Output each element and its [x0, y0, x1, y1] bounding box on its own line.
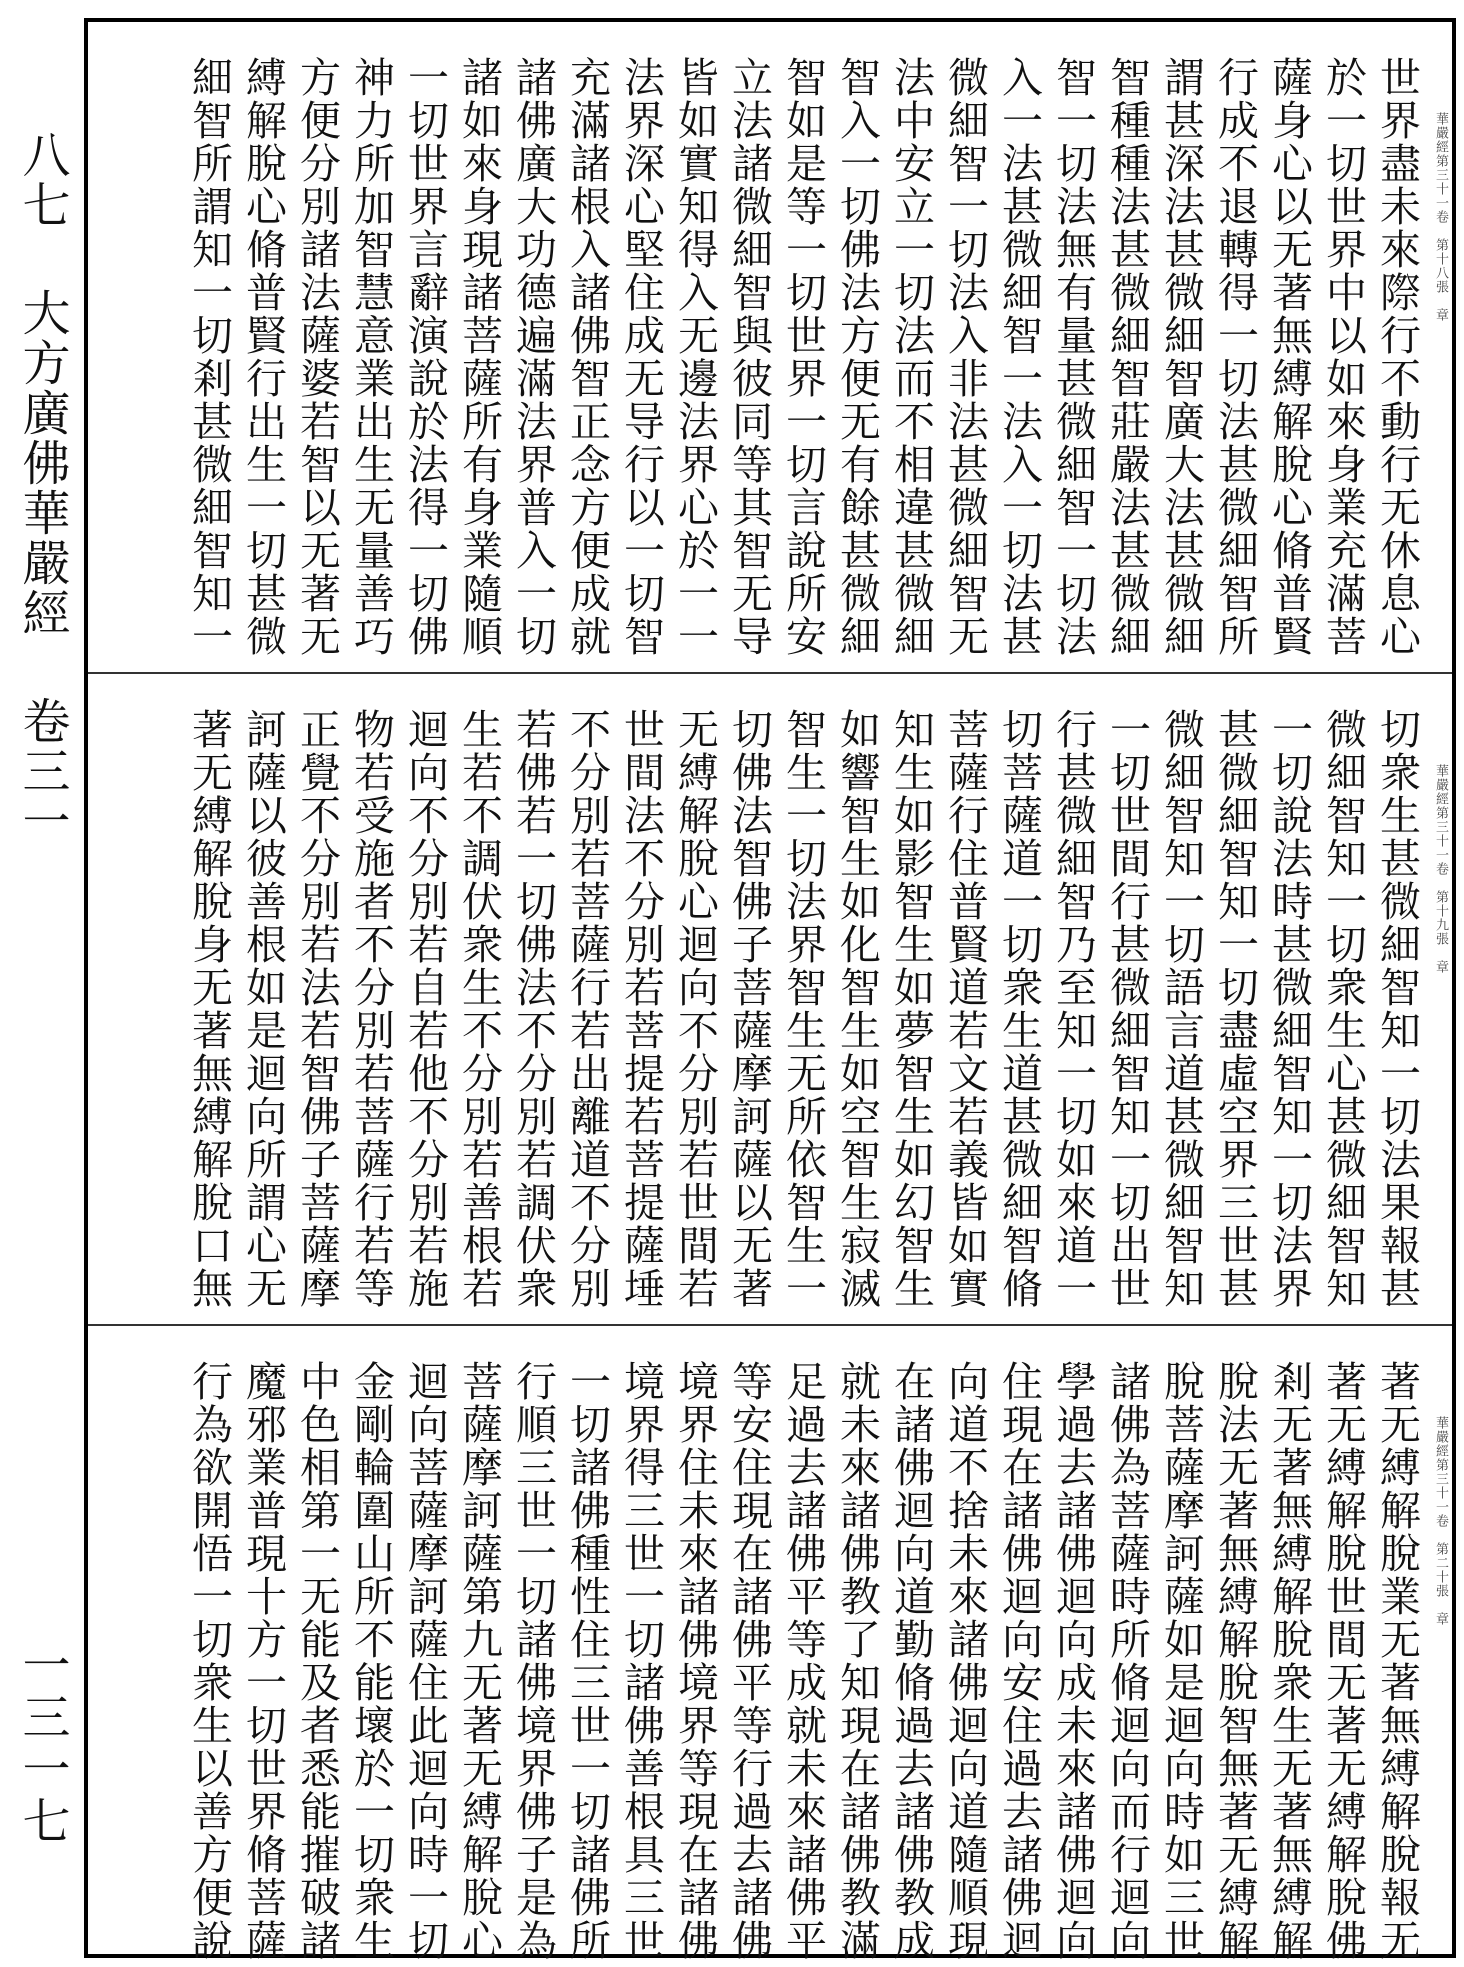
panel-note: 華嚴經第三十一卷 第十九張 章 — [1433, 764, 1448, 974]
text-column: 方便分別諸法薩婆若智以无著无 — [293, 56, 341, 658]
text-column: 住現在諸佛迴向安住過去諸佛迴 — [995, 1360, 1043, 1962]
text-column: 薩身心以无著無縛解脫心脩普賢 — [1265, 56, 1313, 658]
text-column: 甚微細智知一切盡虛空界三世甚 — [1211, 708, 1259, 1310]
text-column: 世間法不分別若菩提若菩提薩埵 — [617, 708, 665, 1310]
text-column: 切佛法智佛子菩薩摩訶薩以无著 — [725, 708, 773, 1310]
text-column: 行為欲開悟一切衆生以善方便說 — [185, 1360, 233, 1962]
text-column: 學過去諸佛迴向成未來諸佛迴向 — [1049, 1360, 1097, 1962]
text-column: 行甚微細智乃至知一切如來道一 — [1049, 708, 1097, 1310]
text-column: 境界住未來諸佛境界等現在諸佛 — [671, 1360, 719, 1962]
left-margin — [0, 0, 78, 1967]
text-column: 行順三世一切諸佛境界佛子是為 — [509, 1360, 557, 1962]
text-column: 諸佛廣大功德遍滿法界普入一切 — [509, 56, 557, 658]
text-column: 微細智一切法入非法甚微細智无 — [941, 56, 989, 658]
text-column: 智一切法無有量甚微細智一切法 — [1049, 56, 1097, 658]
text-column: 諸佛為菩薩時所脩迴向而行迴向 — [1103, 1360, 1151, 1962]
text-column: 脫法无著無縛解脫智無著无縛解 — [1211, 1360, 1259, 1962]
text-column: 充滿諸根入諸佛智正念方便成就 — [563, 56, 611, 658]
text-column: 智如是等一切世界一切言說所安 — [779, 56, 827, 658]
text-column: 足過去諸佛平等成就未來諸佛平 — [779, 1360, 827, 1962]
text-column: 訶薩以彼善根如是迴向所謂心无 — [239, 708, 287, 1310]
page-number: 一三一七 — [14, 1640, 70, 1848]
text-column: 如響智生如化智生如空智生寂滅 — [833, 708, 881, 1310]
text-column: 在諸佛迴向道勤脩過去諸佛教成 — [887, 1360, 935, 1962]
text-column: 一切說法時甚微細智知一切法界 — [1265, 708, 1313, 1310]
text-column: 不分別若菩薩行若出離道不分別 — [563, 708, 611, 1310]
text-column: 无縛解脫心迴向不分別若世間若 — [671, 708, 719, 1310]
text-column: 入一法甚微細智一法入一切法甚 — [995, 56, 1043, 658]
text-column: 剎无著無縛解脫衆生无著無縛解 — [1265, 1360, 1313, 1962]
text-column: 法中安立一切法而不相違甚微細 — [887, 56, 935, 658]
text-column: 謂甚深法甚微細智廣大法甚微細 — [1157, 56, 1205, 658]
text-column: 於一切世界中以如來身業充滿菩 — [1319, 56, 1367, 658]
text-column: 智生一切法界智生无所依智生一 — [779, 708, 827, 1310]
text-column: 菩薩行住普賢道若文若義皆如實 — [941, 708, 989, 1310]
text-column: 迴向菩薩摩訶薩住此迴向時一切 — [401, 1360, 449, 1962]
text-columns — [180, 56, 1422, 658]
text-column: 智入一切佛法方便无有餘甚微細 — [833, 56, 881, 658]
text-column: 諸如來身現諸菩薩所有身業隨順 — [455, 56, 503, 658]
text-column: 若佛若一切佛法不分別若調伏衆 — [509, 708, 557, 1310]
text-column: 立法諸微細智與彼同等其智无导 — [725, 56, 773, 658]
text-column: 脫菩薩摩訶薩如是迴向時如三世 — [1157, 1360, 1205, 1962]
text-column: 向道不捨未來諸佛迴向道隨順現 — [941, 1360, 989, 1962]
panel-2 — [88, 674, 1452, 1326]
text-column: 法界深心堅住成无导行以一切智 — [617, 56, 665, 658]
text-column: 一切世界言辭演說於法得一切佛 — [401, 56, 449, 658]
text-column: 皆如實知得入无邊法界心於一一 — [671, 56, 719, 658]
text-column: 菩薩摩訶薩第九无著无縛解脫心 — [455, 1360, 503, 1962]
text-column: 中色相第一无能及者悉能摧破諸 — [293, 1360, 341, 1962]
text-column: 世界盡未來際行不動行无休息心 — [1373, 56, 1421, 658]
text-column: 縛解脫心脩普賢行出生一切甚微 — [239, 56, 287, 658]
text-column: 就未來諸佛教了知現在諸佛教滿 — [833, 1360, 881, 1962]
text-column: 等安住現在諸佛平等行過去諸佛 — [725, 1360, 773, 1962]
text-column: 一切世間行甚微細智知一切出世 — [1103, 708, 1151, 1310]
text-column: 著无縛解脫業无著無縛解脫報无 — [1373, 1360, 1421, 1962]
text-column: 迴向不分別若自若他不分別若施 — [401, 708, 449, 1310]
text-column: 著无縛解脫身无著無縛解脫口無 — [185, 708, 233, 1310]
text-columns — [180, 708, 1422, 1310]
panel-3 — [88, 1326, 1452, 1962]
text-column: 境界得三世一切諸佛善根具三世 — [617, 1360, 665, 1962]
panel-1 — [88, 22, 1452, 674]
text-column: 微細智知一切語言道甚微細智知 — [1157, 708, 1205, 1310]
text-column: 行成不退轉得一切法甚微細智所 — [1211, 56, 1259, 658]
text-column: 切衆生甚微細智知一切法果報甚 — [1373, 708, 1421, 1310]
text-column: 著无縛解脫世間无著无縛解脫佛 — [1319, 1360, 1367, 1962]
text-column: 魔邪業普現十方一切世界脩菩薩 — [239, 1360, 287, 1962]
text-columns — [180, 1360, 1422, 1962]
text-column: 金剛輪圍山所不能壞於一切衆生 — [347, 1360, 395, 1962]
text-column: 神力所加智慧意業出生无量善巧 — [347, 56, 395, 658]
text-column: 生若不調伏衆生不分別若善根若 — [455, 708, 503, 1310]
volume-title: 八七 大方廣佛華嚴經 卷三一 — [14, 130, 70, 846]
text-column: 智種種法甚微細智莊嚴法甚微細 — [1103, 56, 1151, 658]
text-column: 切菩薩道一切衆生道甚微細智脩 — [995, 708, 1043, 1310]
text-column: 一切諸佛種性住三世一切諸佛所 — [563, 1360, 611, 1962]
panel-note: 華嚴經第三十一卷 第十八張 章 — [1433, 112, 1448, 322]
text-column: 細智所謂知一切剎甚微細智知一 — [185, 56, 233, 658]
panel-note: 華嚴經第三十一卷 第二十張 章 — [1433, 1416, 1448, 1626]
text-column: 微細智知一切衆生心甚微細智知 — [1319, 708, 1367, 1310]
text-column: 物若受施者不分別若菩薩行若等 — [347, 708, 395, 1310]
text-column: 正覺不分別若法若智佛子菩薩摩 — [293, 708, 341, 1310]
text-column: 知生如影智生如夢智生如幻智生 — [887, 708, 935, 1310]
page-frame — [84, 18, 1456, 1962]
